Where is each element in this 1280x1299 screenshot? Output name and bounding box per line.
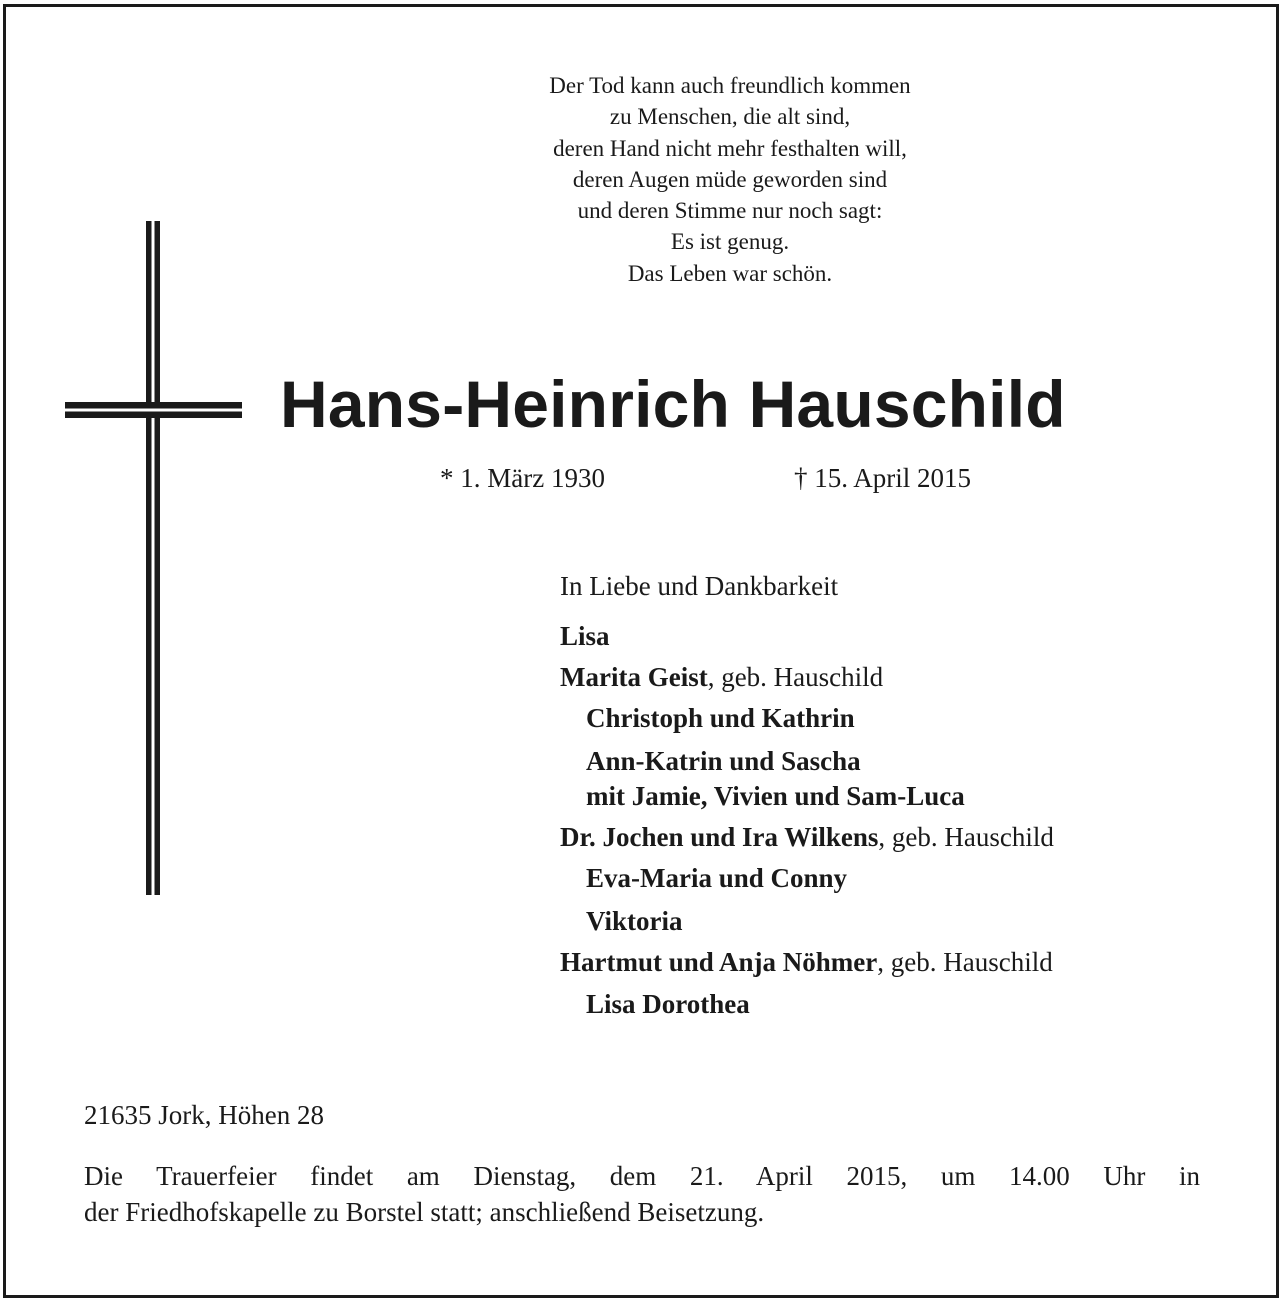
poem-line: zu Menschen, die alt sind, [609,104,851,130]
mourners-intro: In Liebe und Dankbarkeit [560,571,839,601]
death-date: † 15. April 2015 [794,463,972,493]
mourner-entry: Viktoria [586,906,683,936]
mourner-name: Hartmut und Anja Nöhmer [560,947,878,977]
funeral-notice [84,1158,1200,1230]
deceased-name: Hans-Heinrich Hauschild [280,367,1066,441]
funeral-notice-line: Die Trauerfeier findet am Dienstag, dem 21. April 2015, um 14.00 Uhr in [84,1161,1200,1191]
poem-line: deren Hand nicht mehr festhalten will, [553,135,907,161]
address: 21635 Jork, Höhen 28 [84,1100,324,1130]
poem-line: deren Augen müde geworden sind [572,166,888,192]
poem-line: Das Leben war schön. [627,260,833,286]
poem-line: Es ist genug. [670,229,790,255]
mourner-name: Marita Geist [560,662,708,692]
mourner-suffix: , geb. Hauschild [707,662,884,692]
cross-icon [0,0,260,910]
mourner-suffix: , geb. Hauschild [878,822,1054,852]
poem [380,70,1080,289]
mourner-entry: mit Jamie, Vivien und Sam-Luca [586,781,965,811]
birth-date: * 1. März 1930 [440,463,605,493]
mourner-entry: Eva-Maria und Conny [586,863,848,893]
mourner-entry [560,660,883,694]
funeral-notice-line: der Friedhofskapelle zu Borstel statt; anschließend Beisetzung. [84,1197,765,1227]
mourner-entry: Lisa Dorothea [586,989,750,1019]
mourner-suffix: , geb. Hauschild [877,947,1053,977]
mourner-entry [560,945,1053,979]
mourner-entry: Lisa [560,621,610,651]
poem-line: Der Tod kann auch freundlich kommen [549,73,911,98]
mourner-entry: Ann-Katrin und Sascha [586,746,861,776]
mourner-entry [560,820,1054,854]
poem-line: und deren Stimme nur noch sagt: [577,198,883,224]
mourner-name: Dr. Jochen und Ira Wilkens [560,822,879,852]
mourner-entry: Christoph und Kathrin [586,703,855,733]
